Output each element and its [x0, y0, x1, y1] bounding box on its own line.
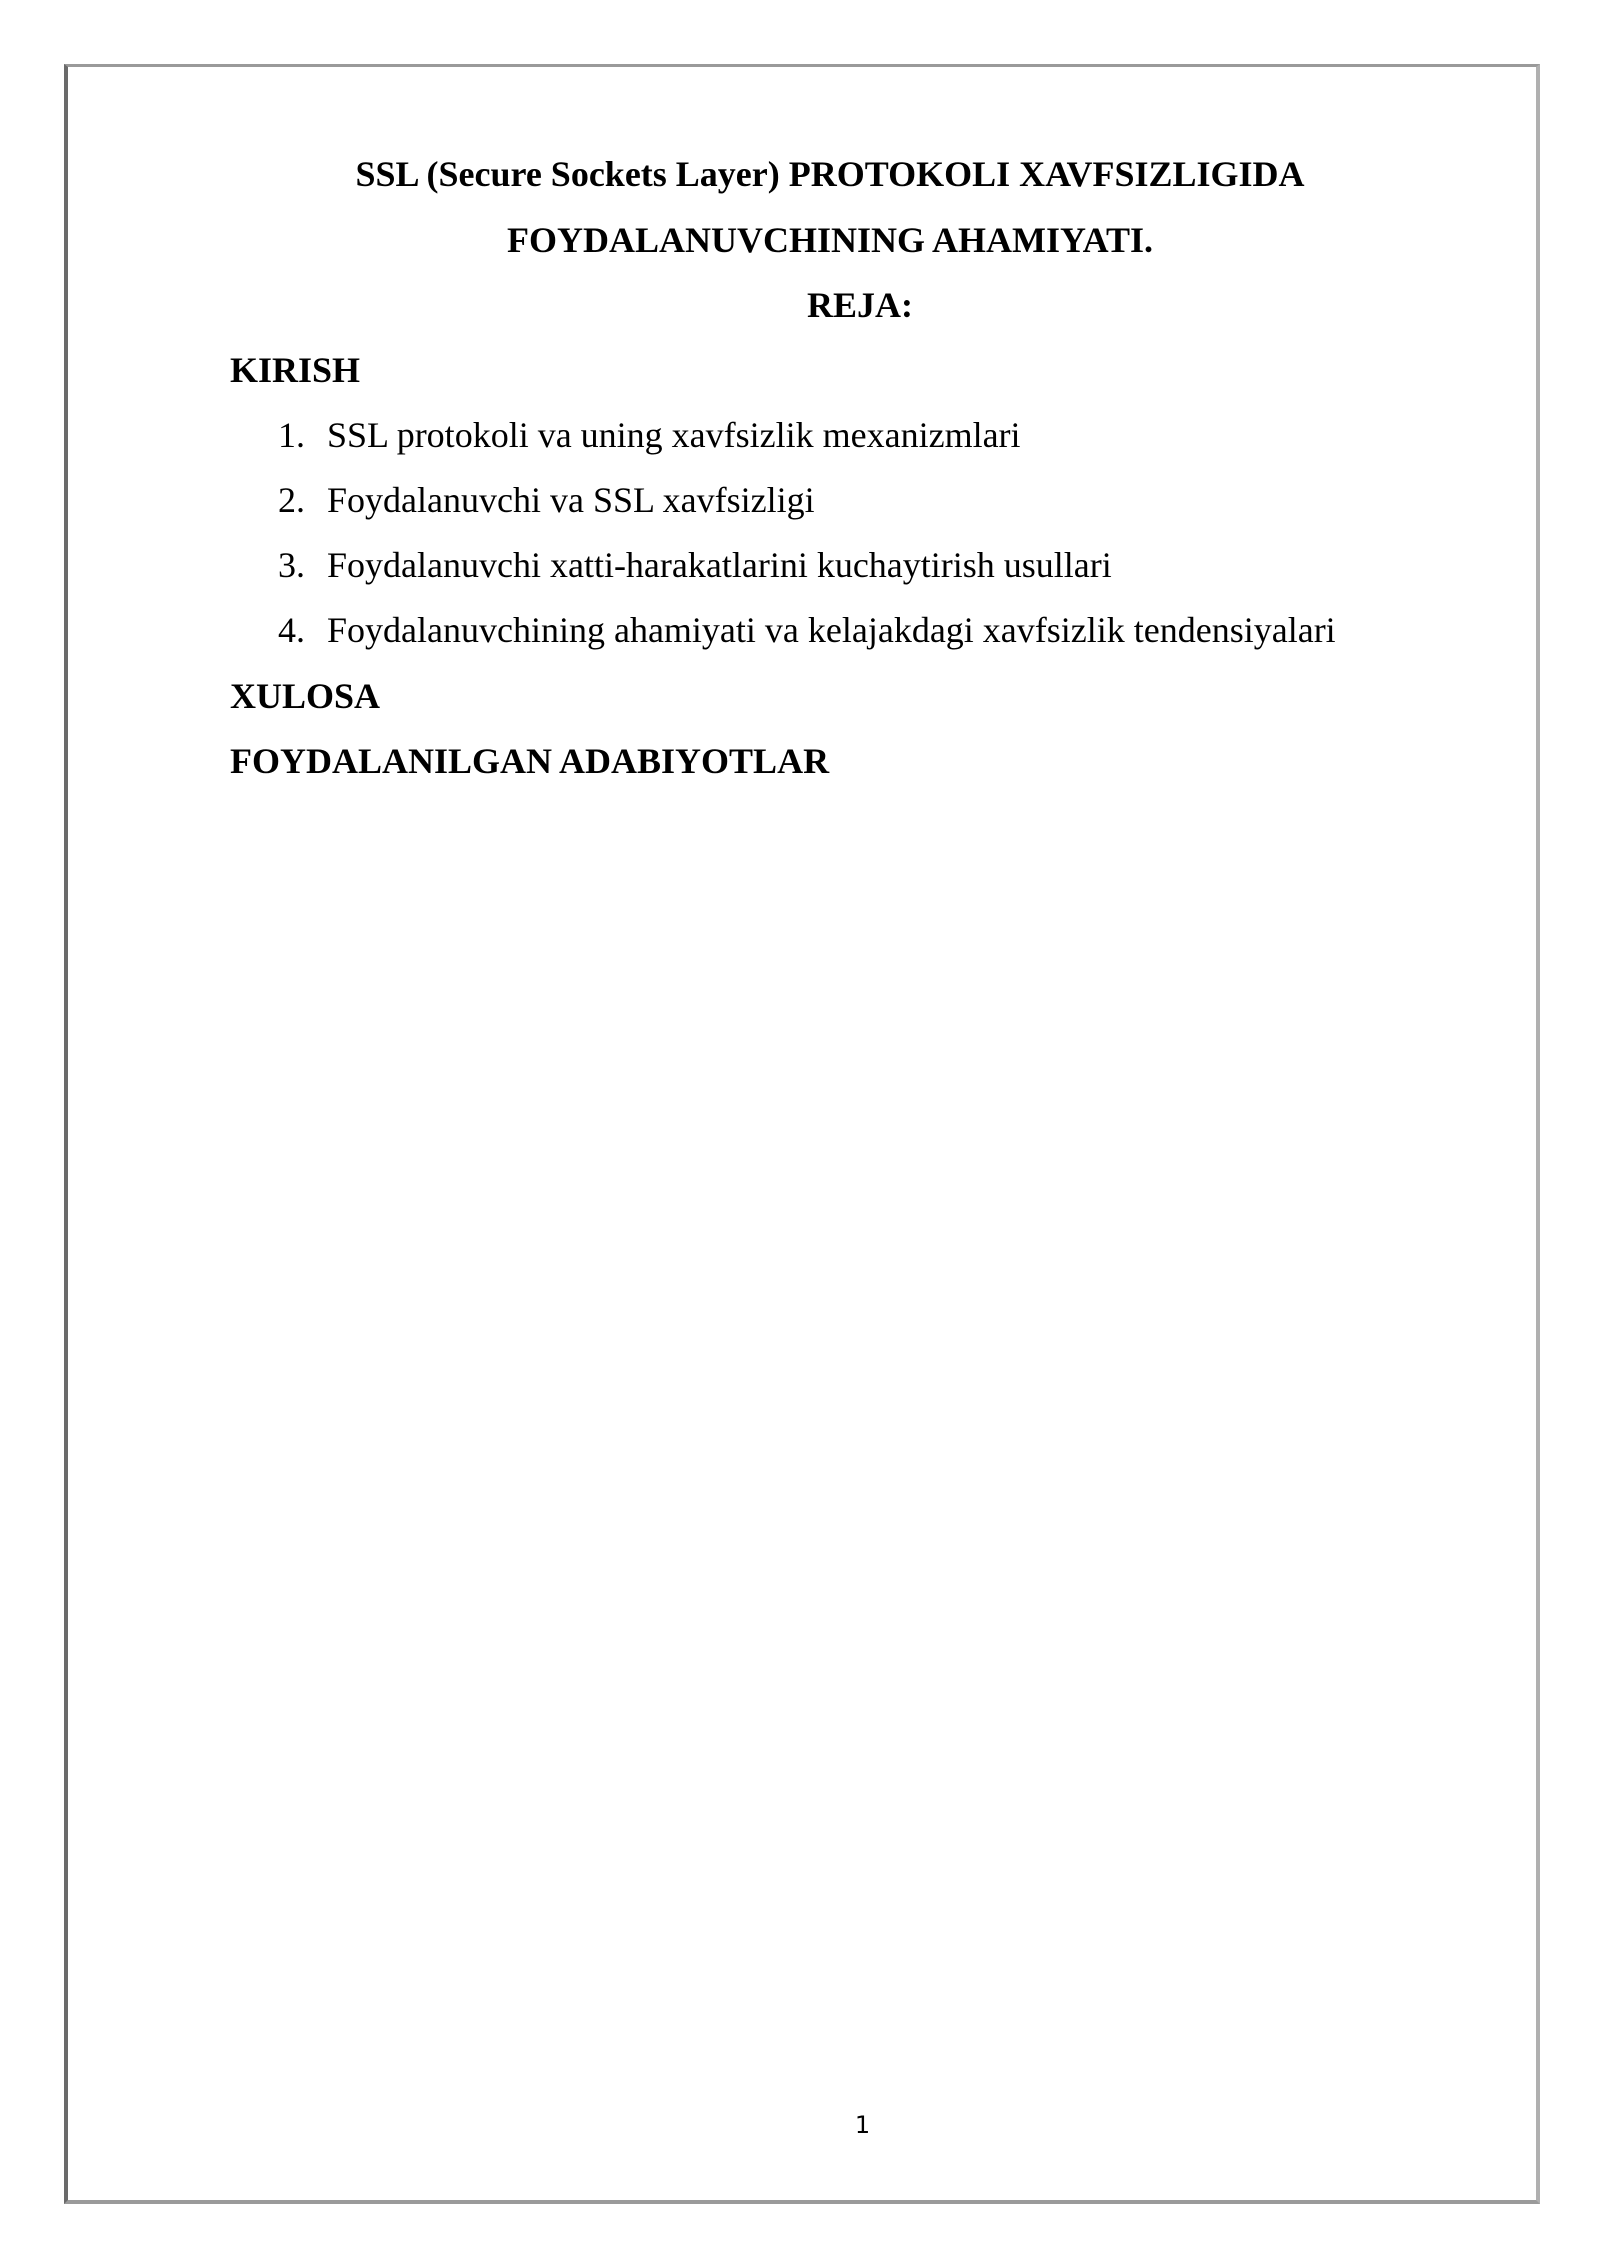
- plan-item-text: Foydalanuvchi xatti-harakatlarini kuchaytirish usullari: [327, 545, 1112, 585]
- plan-heading: REJA:: [807, 285, 913, 325]
- plan-item-text: Foydalanuvchi va SSL xavfsizligi: [327, 480, 815, 520]
- plan-item-number: 4.: [278, 610, 305, 650]
- page-number: 1: [854, 2111, 871, 2139]
- plan-item-number: 3.: [278, 545, 305, 585]
- plan-item-number: 1.: [278, 415, 305, 455]
- plan-item-number: 2.: [278, 480, 305, 520]
- plan-item-text: Foydalanuvchining ahamiyati va kelajakdagi xavfsizlik tendensiyalari: [327, 610, 1336, 650]
- intro-heading: KIRISH: [230, 350, 361, 390]
- conclusion-heading: XULOSA: [230, 676, 381, 716]
- plan-item-text: SSL protokoli va uning xavfsizlik mexanizmlari: [327, 415, 1021, 455]
- document-title-line-1: SSL (Secure Sockets Layer) PROTOKOLI XAVFSIZLIGIDA: [355, 154, 1305, 194]
- document-title-line-2: FOYDALANUVCHINING AHAMIYATI.: [506, 220, 1154, 260]
- references-heading: FOYDALANILGAN ADABIYOTLAR: [230, 741, 830, 781]
